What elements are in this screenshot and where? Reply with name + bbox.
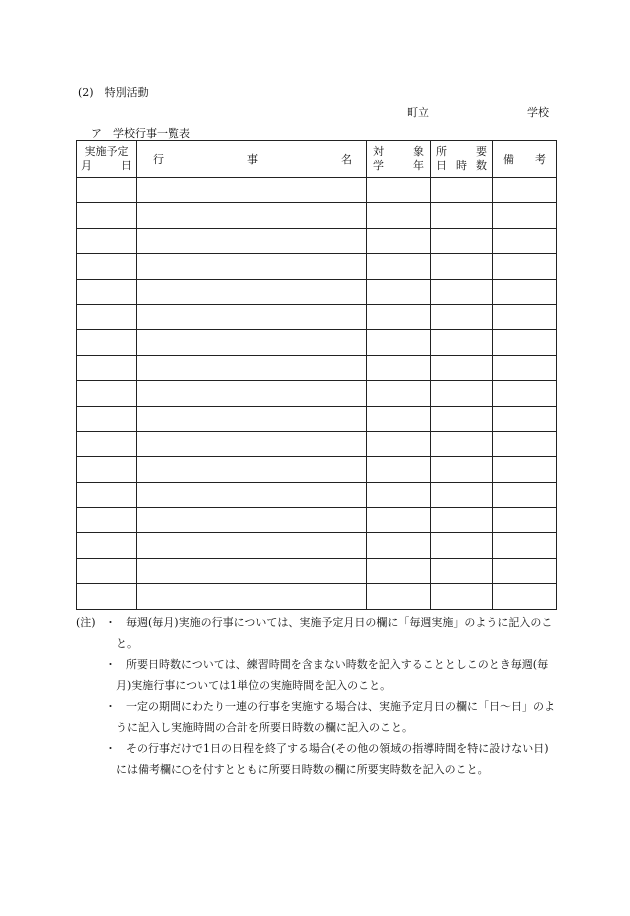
table-cell[interactable]	[367, 584, 431, 609]
town-label: 町立	[407, 106, 429, 119]
table-cell[interactable]	[493, 558, 557, 583]
table-row	[77, 584, 557, 609]
note-item	[76, 612, 556, 654]
header-time	[431, 141, 493, 178]
table-cell[interactable]	[77, 558, 137, 583]
table-cell[interactable]	[137, 304, 367, 329]
note-bullet: ・	[105, 616, 116, 629]
table-cell[interactable]	[77, 330, 137, 355]
table-cell[interactable]	[137, 508, 367, 533]
table-body	[77, 178, 557, 610]
table-cell[interactable]	[367, 558, 431, 583]
table-cell[interactable]	[493, 355, 557, 380]
header-time-c5: 数	[476, 159, 487, 172]
note-bullet: ・	[105, 700, 116, 713]
note-text: 一定の期間にわたり一連の行事を実施する場合は、実施予定月日の欄に「日〜日」のように記入し実施時間の合計を所要日時数の欄に記入のこと。	[116, 700, 555, 734]
table-cell[interactable]	[367, 355, 431, 380]
table-cell[interactable]	[137, 355, 367, 380]
table-cell[interactable]	[493, 508, 557, 533]
table-cell[interactable]	[77, 381, 137, 406]
header-grade-c3: 学	[373, 159, 384, 172]
table-cell[interactable]	[77, 203, 137, 228]
table-cell[interactable]	[493, 533, 557, 558]
table-cell[interactable]	[493, 482, 557, 507]
table-cell[interactable]	[493, 279, 557, 304]
table-cell[interactable]	[77, 508, 137, 533]
table-cell[interactable]	[431, 482, 493, 507]
header-event-char3: 名	[341, 153, 352, 166]
table-cell[interactable]	[137, 406, 367, 431]
table-cell[interactable]	[137, 178, 367, 203]
note-item	[76, 654, 556, 696]
table-cell[interactable]	[137, 203, 367, 228]
table-cell[interactable]	[431, 228, 493, 253]
header-event	[137, 141, 367, 178]
school-events-table	[76, 140, 557, 610]
table-cell[interactable]	[493, 381, 557, 406]
note-bullet: ・	[105, 658, 116, 671]
table-cell[interactable]	[431, 533, 493, 558]
note-text: 所要日時数については、練習時間を含まない時数を記入することとしこのとき毎週(毎月)実施行事については1単位の実施時間を記入のこと。	[116, 658, 549, 692]
table-title: ア 学校行事一覧表	[91, 127, 190, 140]
table-cell[interactable]	[493, 457, 557, 482]
table-cell[interactable]	[493, 431, 557, 456]
table-row	[77, 457, 557, 482]
table-cell[interactable]	[367, 457, 431, 482]
header-time-c3: 日	[436, 159, 447, 172]
table-cell[interactable]	[367, 279, 431, 304]
table-cell[interactable]	[431, 457, 493, 482]
table-cell[interactable]	[137, 279, 367, 304]
table-cell[interactable]	[431, 330, 493, 355]
table-cell[interactable]	[367, 431, 431, 456]
header-date-line1: 実施予定	[84, 145, 129, 158]
table-cell[interactable]	[77, 228, 137, 253]
header-time-c1: 所	[436, 145, 447, 158]
table-cell[interactable]	[431, 406, 493, 431]
table-cell[interactable]	[77, 533, 137, 558]
table-row	[77, 558, 557, 583]
header-time-c2: 要	[476, 145, 487, 158]
table-cell[interactable]	[137, 330, 367, 355]
table-header-row	[77, 141, 557, 178]
table-cell[interactable]	[431, 178, 493, 203]
header-date	[77, 141, 137, 178]
table-cell[interactable]	[137, 381, 367, 406]
table-cell[interactable]	[367, 228, 431, 253]
table-row	[77, 406, 557, 431]
header-remarks-c2: 考	[535, 153, 546, 166]
table-cell[interactable]	[493, 254, 557, 279]
header-grade-c1: 対	[373, 145, 384, 158]
note-text: 毎週(毎月)実施の行事については、実施予定月日の欄に「毎週実施」のように記入のこと。	[116, 616, 553, 650]
note-item	[76, 738, 556, 780]
table-cell[interactable]	[431, 381, 493, 406]
table-cell[interactable]	[137, 584, 367, 609]
table-cell[interactable]	[367, 203, 431, 228]
table-row	[77, 203, 557, 228]
table-cell[interactable]	[431, 254, 493, 279]
table-row	[77, 355, 557, 380]
header-remarks-c1: 備	[503, 153, 514, 166]
table-cell[interactable]	[77, 279, 137, 304]
table-cell[interactable]	[431, 584, 493, 609]
table-cell[interactable]	[137, 431, 367, 456]
school-label: 学校	[527, 106, 549, 119]
note-bullet: ・	[105, 742, 116, 755]
table-cell[interactable]	[431, 558, 493, 583]
table-cell[interactable]	[493, 584, 557, 609]
note-item	[76, 696, 556, 738]
table-cell[interactable]	[367, 381, 431, 406]
table-cell[interactable]	[367, 508, 431, 533]
table-cell[interactable]	[137, 228, 367, 253]
table-cell[interactable]	[137, 533, 367, 558]
table-cell[interactable]	[367, 178, 431, 203]
table-cell[interactable]	[431, 279, 493, 304]
table-cell[interactable]	[77, 254, 137, 279]
table-cell[interactable]	[137, 482, 367, 507]
table-cell[interactable]	[137, 254, 367, 279]
note-list	[76, 612, 556, 780]
table-cell[interactable]	[77, 457, 137, 482]
table-row	[77, 304, 557, 329]
table-cell[interactable]	[137, 457, 367, 482]
table-cell[interactable]	[493, 203, 557, 228]
table-row	[77, 381, 557, 406]
table-cell[interactable]	[431, 355, 493, 380]
header-grade-c4: 年	[413, 159, 424, 172]
table-cell[interactable]	[431, 304, 493, 329]
table-row	[77, 508, 557, 533]
table-cell[interactable]	[367, 482, 431, 507]
table-row	[77, 228, 557, 253]
table-cell[interactable]	[493, 178, 557, 203]
table-cell[interactable]	[77, 406, 137, 431]
table-row	[77, 254, 557, 279]
notes	[76, 612, 556, 780]
table-cell[interactable]	[431, 203, 493, 228]
table-cell[interactable]	[367, 406, 431, 431]
table-row	[77, 431, 557, 456]
header-date-day: 日	[121, 159, 132, 172]
section-heading: (2) 特別活動	[78, 86, 149, 99]
table-cell[interactable]	[493, 406, 557, 431]
table-row	[77, 533, 557, 558]
header-time-c4: 時	[456, 159, 467, 172]
table-cell[interactable]	[137, 558, 367, 583]
table-cell[interactable]	[493, 330, 557, 355]
table-row	[77, 482, 557, 507]
header-event-char1: 行	[153, 153, 164, 166]
table-row	[77, 279, 557, 304]
header-remarks	[493, 141, 557, 178]
table-cell[interactable]	[493, 304, 557, 329]
table-cell[interactable]	[431, 508, 493, 533]
table-cell[interactable]	[77, 431, 137, 456]
table-cell[interactable]	[77, 482, 137, 507]
header-grade	[367, 141, 431, 178]
table-row	[77, 178, 557, 203]
notes-prefix: (注)	[76, 616, 96, 629]
table-cell[interactable]	[367, 330, 431, 355]
header-event-char2: 事	[247, 153, 258, 166]
table-cell[interactable]	[77, 355, 137, 380]
header-grade-c2: 象	[413, 145, 424, 158]
table-row	[77, 330, 557, 355]
table-cell[interactable]	[493, 228, 557, 253]
table-cell[interactable]	[77, 304, 137, 329]
header-date-month: 月	[81, 159, 92, 172]
table-cell[interactable]	[367, 254, 431, 279]
table-cell[interactable]	[431, 431, 493, 456]
table-cell[interactable]	[367, 304, 431, 329]
note-text: その行事だけで1日の日程を終了する場合(その他の領域の指導時間を特に設けない日)には備考欄に○を付すとともに所要日時数の欄に所要実時数を記入のこと。	[116, 742, 549, 776]
table-cell[interactable]	[367, 533, 431, 558]
table-cell[interactable]	[77, 584, 137, 609]
table-cell[interactable]	[77, 178, 137, 203]
